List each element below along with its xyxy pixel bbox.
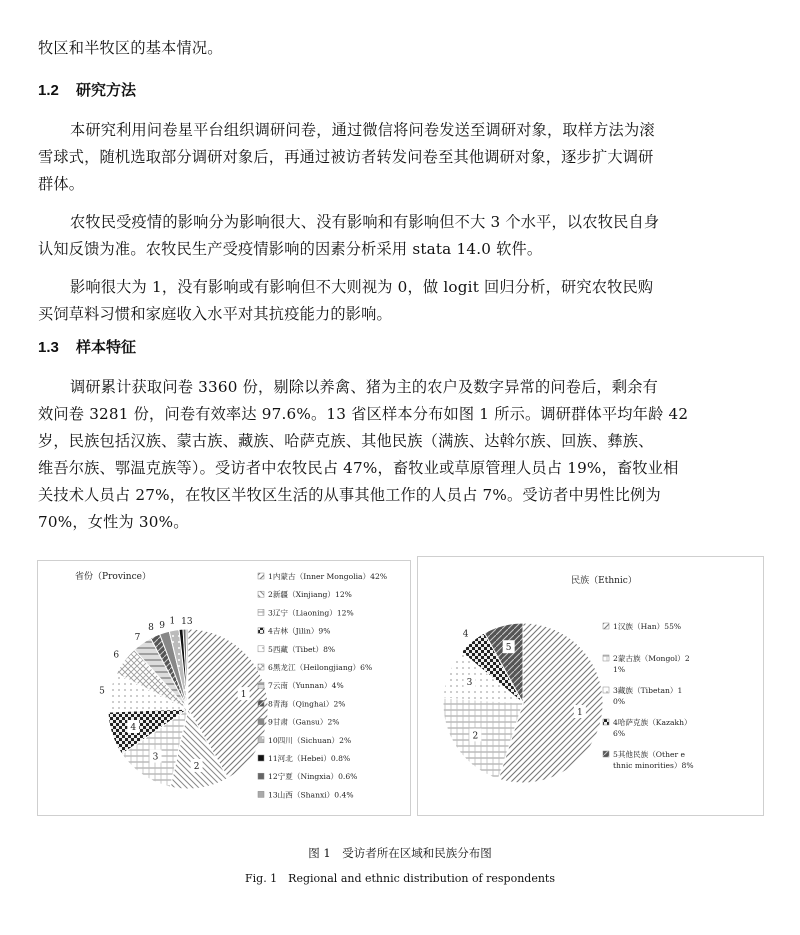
legend-swatch bbox=[258, 719, 264, 725]
slice-label: 1 bbox=[169, 616, 176, 627]
legend-label: 12宁夏（Ningxia）0.6% bbox=[268, 772, 358, 782]
slice-label: 4 bbox=[130, 723, 137, 734]
section-title: 样本特征 bbox=[76, 339, 137, 356]
legend-swatch bbox=[258, 700, 264, 706]
text-line: 岁，民族包括汉族、蒙古族、藏族、哈萨克族、其他民族（满族、达斡尔族、回族、彝族、 bbox=[38, 432, 654, 450]
legend-swatch bbox=[603, 751, 609, 757]
section-number: 1.3 bbox=[38, 339, 59, 356]
legend-label: 8青海（Qinghai）2% bbox=[268, 699, 346, 709]
section-heading-1-2 bbox=[38, 79, 136, 100]
legend-label: 3辽宁（Liaoning）12% bbox=[268, 608, 354, 618]
legend-label: 1内蒙古（Inner Mongolia）42% bbox=[268, 572, 388, 581]
slice-label: 8 bbox=[148, 622, 154, 633]
slice-label: 9 bbox=[159, 620, 165, 631]
text-line: 雪球式，随机选取部分调研对象后，再通过被访者转发问卷至其他调研对象，逐步扩大调研 bbox=[38, 148, 654, 166]
text-line: 70%，女性为 30%。 bbox=[38, 513, 189, 531]
legend-label: 2蒙古族（Mongol）2 bbox=[613, 654, 690, 663]
legend-label: 4哈萨克族（Kazakh） bbox=[613, 718, 692, 727]
figure-caption-cn: 图 1 受访者所在区域和民族分布图 bbox=[308, 846, 492, 860]
legend-swatch bbox=[258, 755, 264, 761]
legend-swatch bbox=[603, 655, 609, 661]
legend-swatch bbox=[258, 591, 264, 597]
text-line: 认知反馈为准。农牧民生产受疫情影响的因素分析采用 stata 14.0 软件。 bbox=[38, 240, 543, 258]
legend-label: 13山西（Shanxi）0.4% bbox=[268, 790, 354, 800]
slice-label: 2 bbox=[193, 761, 200, 772]
legend-swatch bbox=[603, 623, 609, 629]
legend-swatch bbox=[258, 791, 264, 797]
text-line: 群体。 bbox=[38, 175, 85, 193]
legend-swatch bbox=[258, 737, 264, 743]
legend-label: 6黑龙江（Heilongjiang）6% bbox=[268, 663, 373, 672]
legend-label: 5西藏（Tibet）8% bbox=[268, 644, 336, 654]
legend-label: 1汉族（Han）55% bbox=[613, 622, 682, 631]
legend-label: 11河北（Hebei）0.8% bbox=[268, 754, 351, 763]
legend-label: 1% bbox=[613, 665, 626, 674]
province-pie-chart bbox=[38, 561, 410, 815]
legend-swatch bbox=[258, 773, 264, 779]
slice-label: 4 bbox=[462, 629, 469, 640]
legend-label: 2新疆（Xinjiang）12% bbox=[268, 590, 352, 600]
chart-title: 民族（Ethnic） bbox=[571, 576, 637, 586]
slice-label: 1 bbox=[240, 690, 247, 701]
legend-label: 0% bbox=[613, 697, 626, 706]
province-chart-panel bbox=[37, 560, 411, 816]
legend-swatch bbox=[258, 646, 264, 652]
text-line: 本研究利用问卷星平台组织调研问卷，通过微信将问卷发送至调研对象，取样方法为滚 bbox=[70, 121, 655, 139]
legend-swatch bbox=[258, 573, 264, 579]
slice-label: 1 bbox=[577, 708, 583, 719]
legend-label: 4吉林（Jilin）9% bbox=[268, 626, 331, 636]
slice-label: 3 bbox=[466, 677, 473, 688]
legend-label: 6% bbox=[613, 729, 626, 738]
ethnic-chart-panel bbox=[417, 556, 764, 816]
legend-swatch bbox=[258, 664, 264, 670]
legend-label: 9甘肃（Gansu）2% bbox=[268, 717, 340, 727]
legend-label: 7云南（Yunnan）4% bbox=[268, 681, 344, 691]
figure-caption-en: Fig. 1 Regional and ethnic distribution of respondents bbox=[245, 872, 555, 885]
text-line: 买饲草料习惯和家庭收入水平对其抗疫能力的影响。 bbox=[38, 305, 392, 323]
text-line: 维吾尔族、鄂温克族等）。受访者中农牧民占 47%，畜牧业或草原管理人员占 19%，畜牧业相 bbox=[38, 459, 679, 477]
legend-label: 10四川（Sichuan）2% bbox=[268, 735, 352, 745]
slice-label: 6 bbox=[113, 650, 120, 661]
legend-swatch bbox=[603, 687, 609, 693]
legend-swatch bbox=[258, 682, 264, 688]
legend-swatch bbox=[258, 609, 264, 615]
slice-label: 5 bbox=[99, 686, 105, 697]
section-title: 研究方法 bbox=[76, 82, 137, 99]
text-line: 影响很大为 1，没有影响或有影响但不大则视为 0，做 logit 回归分析，研究农牧民购 bbox=[70, 278, 654, 296]
text-line: 农牧民受疫情的影响分为影响很大、没有影响和有影响但不大 3 个水平，以农牧民自身 bbox=[70, 213, 660, 231]
slice-label: 7 bbox=[134, 632, 141, 643]
text-line: 关技术人员占 27%，在牧区半牧区生活的从事其他工作的人员占 7%。受访者中男性比例为 bbox=[38, 486, 661, 504]
legend-label: thnic minorities）8% bbox=[613, 761, 694, 770]
legend-label: 5其他民族（Other e bbox=[613, 750, 685, 759]
ethnic-pie-chart bbox=[418, 557, 763, 815]
legend-swatch bbox=[603, 719, 609, 725]
text-line: 效问卷 3281 份，问卷有效率达 97.6%。13 省区样本分布如图 1 所示。调研群体平均年龄 42 bbox=[38, 405, 689, 423]
chart-title: 省份（Province） bbox=[75, 572, 151, 582]
slice-label: 5 bbox=[505, 643, 512, 654]
text-line: 调研累计获取问卷 3360 份，剔除以养禽、猪为主的农户及数字异常的问卷后，剩余有 bbox=[70, 378, 659, 396]
slice-label: 13 bbox=[181, 617, 193, 628]
slice-label: 2 bbox=[472, 731, 479, 742]
slice-label: 3 bbox=[152, 752, 159, 763]
legend-swatch bbox=[258, 628, 264, 634]
section-heading-1-3 bbox=[38, 336, 136, 357]
text-line: 牧区和半牧区的基本情况。 bbox=[38, 39, 223, 57]
legend-label: 3藏族（Tibetan）1 bbox=[613, 686, 683, 695]
section-number: 1.2 bbox=[38, 82, 59, 99]
